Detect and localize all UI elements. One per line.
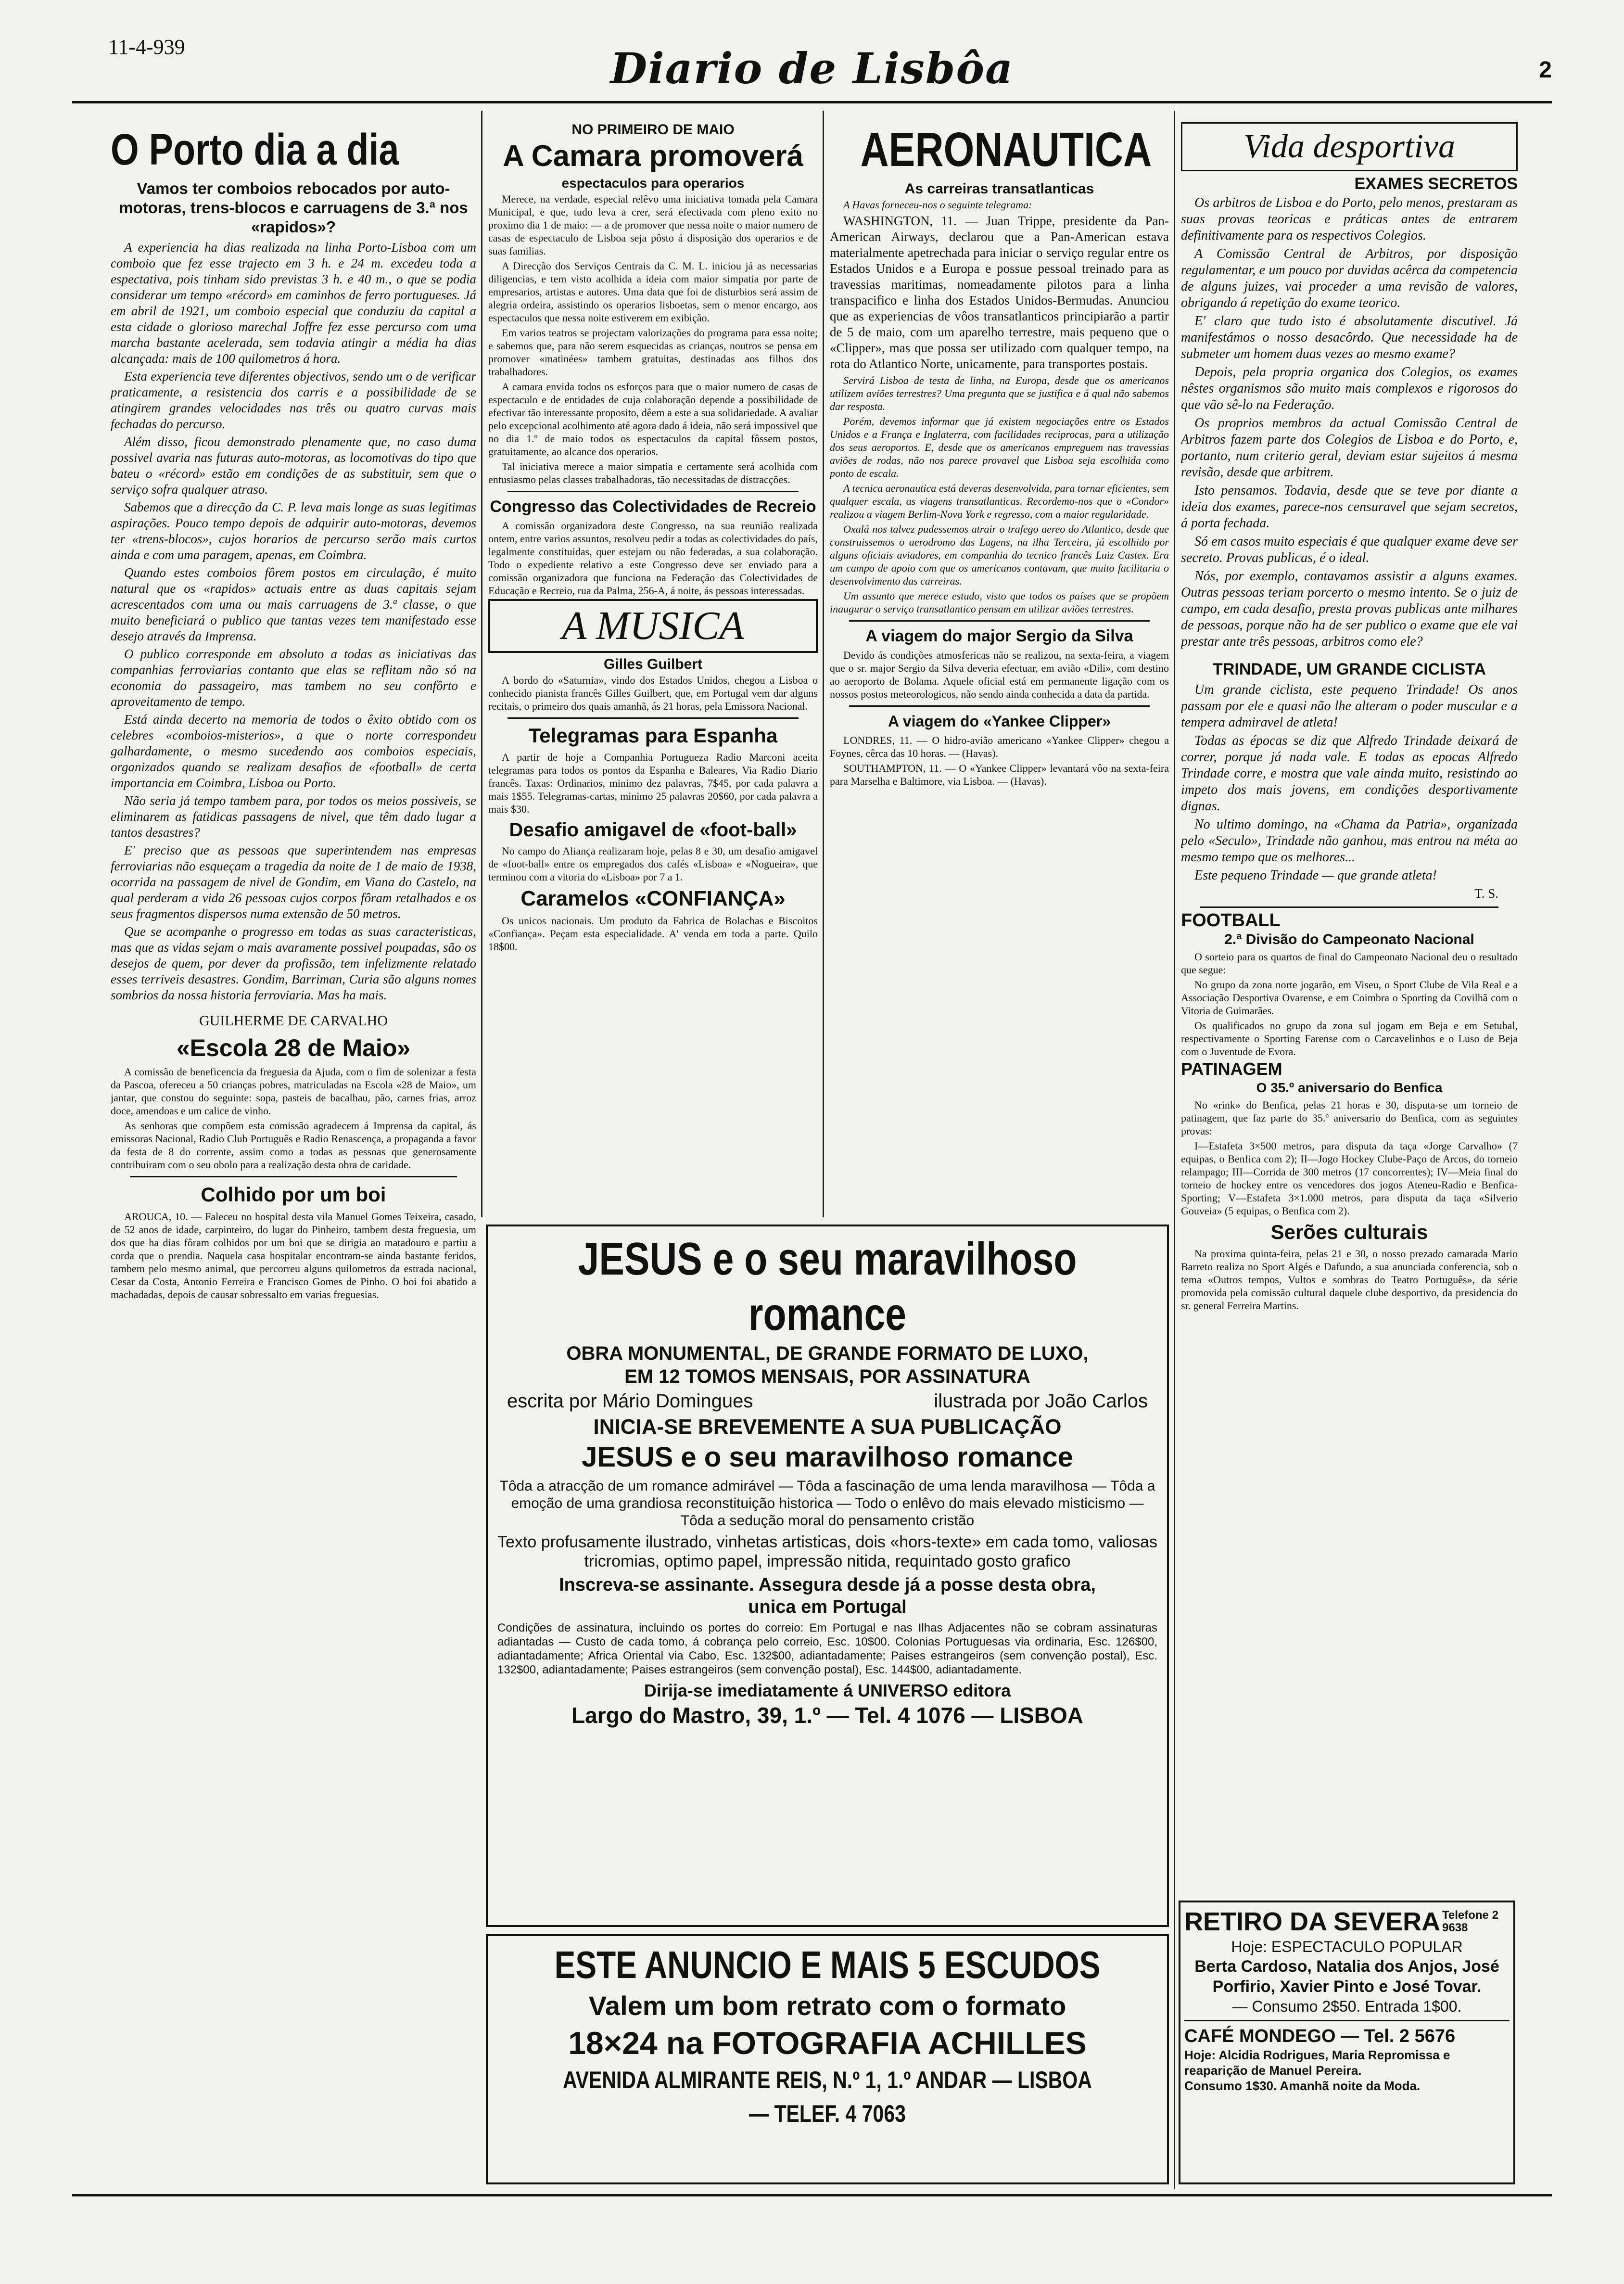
- yankee-title: A viagem do «Yankee Clipper»: [888, 713, 1111, 730]
- paragraph: Sabemos que a direcção da C. P. leva mais longe as suas legitimas aspirações. Pouco tempo depois de adquirir auto-motoras, devemos ter «trens-blocos», cujos horarios de percurso serão mais curtos ainda e com uma paragem, apenas, em Coimbra.: [111, 500, 476, 562]
- column-divider: [481, 111, 482, 1217]
- football-title: FOOTBALL: [1181, 910, 1281, 931]
- paragraph: Merece, na verdade, especial relêvo uma iniciativa tomada pela Camara Municipal, e que, tudo leva a crer, será efectivada com pleno exito no proximo dia 1 de maio: — a de promover que nessa noite o maior numero de casas de espectaculo de Lisboa seja pôsto á disposição dos operarios e de suas familias.: [488, 193, 818, 257]
- paragraph: Os qualificados no grupo da zona sul jogam em Beja e em Setubal, respectivamente o Sporting Farense com o Carcavelinhos e o Luso de Beja com o Juventude de Evora.: [1181, 1020, 1518, 1058]
- ad-fotografia-achilles: [486, 1934, 1169, 2184]
- paragraph: Além disso, ficou demonstrado plenamente que, no caso duma possivel avaria nas futuras auto-motoras, as locomotivas do tipo que bateu o «récord» estão em condições de as substituir, sem que o serviço sofra qualquer atraso.: [111, 434, 476, 497]
- paragraph: Nós, por exemplo, contavamos assistir a alguns exames. Outras pessoas teriam porcerto o mesmo intento. Se o juiz de campo, em cada desafio, presta provas publicas ante milhares de pessoas, porque não ha de ser publico o exame que ele vai prestar ante três pessoas, arbitros como ele?: [1181, 569, 1518, 649]
- viagem-title: A viagem do major Sergio da Silva: [865, 627, 1133, 645]
- ad-line: Hoje: Alcidia Rodrigues, Maria Repromissa e reaparição de Manuel Pereira.: [1184, 2048, 1450, 2078]
- ad-jesus-romance: [486, 1225, 1169, 1927]
- paragraph: Um assunto que merece estudo, visto que todos os países que se propõem inaugurar o serviço transatlantico pensam em utilizar aviões terrestres.: [830, 590, 1169, 615]
- column-aeronautica: [830, 120, 1169, 1212]
- ad-line: Valem um bom retrato com o formato: [588, 1991, 1066, 2021]
- paragraph: Oxalá nos talvez pudessemos atrair o trafego aereo do Atlantico, desde que construissemos o aerodromo das Lagens, na ilha Terceira, já escolhido por alguns oficiais aviadores, em companhia do tecnico francês Luiz Castex. Era um campo de apoio com que os americanos contavam, que muito facilitaria o desenvolvimento das carreiras.: [830, 523, 1169, 587]
- article-subtitle: espectaculos para operarios: [561, 176, 745, 191]
- article-subtitle: Vamos ter comboios rebocados por auto-motoras, trens-blocos e carruagens de 3.ª nos «rapidos»?: [119, 179, 468, 236]
- ad-line: OBRA MONUMENTAL, DE GRANDE FORMATO DE LUXO,: [566, 1343, 1089, 1364]
- boi-title: Colhido por um boi: [201, 1183, 386, 1206]
- paragraph: E' preciso que as pessoas que superintendem nas empresas ferroviarias não esqueçam a tragedia da noite de 1 de maio de 1938, ocorrida na passagem de nivel de Gondim, em Viana do Castelo, na qual perderam a vida 26 pessoas cujos corpos fôram retalhados e os seus fragmentos dispersos numa extensão de 50 metros.: [111, 843, 476, 921]
- musica-title: A MUSICA: [488, 599, 818, 653]
- article-title: Vida desportiva: [1181, 122, 1518, 171]
- patinagem-subtitle: O 35.º aniversario do Benfica: [1256, 1080, 1443, 1095]
- article-title: AERONAUTICA: [860, 123, 1152, 177]
- article-title: A Camara promoverá: [503, 140, 803, 173]
- column-divider: [1174, 111, 1175, 2189]
- ad-line: Tôda a atracção de um romance admirável — Tôda a fascinação de uma lenda maravilhosa — Tôda a emoção de uma grandiosa reconstituição historica — Todo o enlêvo do mais elevado misticismo — Tôda a sedução moral do pensamento cristão: [499, 1478, 1155, 1529]
- paragraph: A camara envida todos os esforços para que o maior numero de casas de espectaculo e de entidades de cuja colaboração depende a possibilidade de efectivar tão interessante proposito, dêem a este a sua solidariedade. A avaliar pelo excepcional acolhimento até agora dado á ideia, não será impossivel que no dia 1.º de maio todos os espectaculos da capital fôssem postos, gratuitamente, ao alcance dos operarios.: [488, 381, 818, 458]
- paragraph: Os proprios membros da actual Comissão Central de Arbitros fazem parte dos Colegios de Lisboa e do Porto, e, portanto, num criterio geral, deviam estar sujeitos á mesma revisão, desde que arbitrem.: [1181, 416, 1518, 480]
- ad-title: JESUS e o seu maravilhoso romance: [578, 1233, 1077, 1340]
- kicker: NO PRIMEIRO DE MAIO: [571, 122, 735, 138]
- paragraph: AROUCA, 10. — Faleceu no hospital desta vila Manuel Gomes Teixeira, casado, de 52 anos de idade, carpinteiro, do lugar do Pinheiro, tambem desta freguesia, um dos que ha dias fôram colhidos por um boi que se dirigia ao matadouro e partiu a corda que o prendia. Naquela casa hospitalar encontram-se ainda bastante feridos, tambem pelo mesmo animal, que percorreu alguns quilometros da estrada nacional, Cesar da Costa, Antonio Ferreira e Francisco Gomes de Pinho. O boi foi abatido a machadadas, depois de causar sobressalto em varias freguesias.: [111, 1211, 476, 1301]
- paragraph: I—Estafeta 3×500 metros, para disputa da taça «Jorge Carvalho» (7 equipas, o Benfica com 2); II—Jogo Hockey Clube-Paço de Arcos, do torneio relampago; III—Corrida de 300 metros (17 concorrentes); IV—Meia final do torneio de hockey entre os vencedores dos jogos Ateneu-Radio e Benfica-Sporting; V—Estafeta 3×1.000 metros, para disputa da taça «Silverio Gouveia» (5 equipas, o Benfica com 2).: [1181, 1140, 1518, 1217]
- caramelos-title: Caramelos «CONFIANÇA»: [520, 887, 786, 910]
- musica-subtitle: Gilles Guilbert: [603, 656, 703, 672]
- paragraph: Tal iniciativa merece a maior simpatia e certamente será acolhida com entusiasmo pelas classes trabalhadoras, tão necessitadas de distracções.: [488, 460, 818, 485]
- divider: [849, 620, 1150, 622]
- aeronautica-title-box: [830, 122, 1169, 178]
- column-porto: [111, 120, 476, 2189]
- paragraph: Só em casos muito especiais é que qualquer exame deve ser secreto. Provas publicas, é o ideal.: [1181, 534, 1518, 565]
- ad-address: AVENIDA ALMIRANTE REIS, N.º 1, 1.º ANDAR — LISBOA — TELEF. 4 7063: [563, 2067, 1092, 2127]
- paragraph: A tecnica aeronautica está deveras desenvolvida, para tornar eficientes, sem qualquer escala, as viagens transatlanticas. Recordemo-nos que o «Condor» realizou a viagem Berlim-Nova York e regresso, com a maior regularidade.: [830, 482, 1169, 520]
- paragraph: A experiencia ha dias realizada na linha Porto-Lisboa com um comboio que fez esse trajecto em 3 h. e 24 m. excedeu toda a espectativa, pois tinham sido previstas 3 h. e 40 m., o que se podia considerar um tempo «récord» em caminhos de ferro portugueses. Já em abril de 1921, um comboio especial que conduziu da capital a esta cidade o glorioso marechal Joffre fez esse percurso com uma marcha bastante acelerada, sem todavia atingir a média ha dias alcançada: mais de 100 quilometros á hora.: [111, 240, 476, 366]
- ad-address: Largo do Mastro, 39, 1.º — Tel. 4 1076 — LISBOA: [571, 1703, 1083, 1728]
- paragraph: SOUTHAMPTON, 11. — O «Yankee Clipper» levantará vôo na sexta-feira para Marselha e Baltimore, via Lisboa. — (Havas).: [830, 762, 1169, 787]
- paragraph: Servirá Lisboa de testa de linha, na Europa, desde que os americanos utilizem aviões terrestres? Uma pregunta que se justifica e á qual não sabemos dar resposta.: [830, 374, 1169, 412]
- paragraph: Os unicos nacionais. Um produto da Fabrica de Bolachas e Biscoitos «Confiança». Peçam esta especialidade. A' venda em toda a parte. Quilo 18$00.: [488, 915, 818, 953]
- divider: [849, 705, 1150, 707]
- paragraph: A partir de hoje a Companhia Portugueza Radio Marconi aceita telegramas para todos os pontos da Espanha e Baleares, Via Radio Diario francês. Taxas: Ordinarios, minimo dez palavras, 7$45, por cada palavra a mais 1$55. Telegramas-cartas, minimo 25 palavras 20$60, por cada palavra a mais $30.: [488, 751, 818, 815]
- trindade-title: TRINDADE, UM GRANDE CICLISTA: [1213, 660, 1486, 678]
- paragraph: Está ainda decerto na memoria de todos o êxito obtido com os celebres «comboios-misterios», a que o norte correspondeu galhardamente, o mesmo sucedendo aos comboios especiais, organizados quando se realizam desafios de «football» de certa importancia em Coimbra, Lisboa ou Porto.: [111, 712, 476, 790]
- paragraph: A Havas forneceu-nos o seguinte telegrama:: [843, 199, 1032, 211]
- paragraph: No «rink» do Benfica, pelas 21 horas e 30, disputa-se um torneio de patinagem, que faz parte do 35.º aniversario do Benfica, com as seguintes provas:: [1181, 1099, 1518, 1137]
- divider: [508, 717, 799, 719]
- paragraph: E' claro que tudo isto é absolutamente discutivel. Já manifestámos o nosso desacôrdo. Que necessidade ha de submeter um homem duas vezes ao mesmo exame?: [1181, 314, 1518, 361]
- ad-title: ESTE ANUNCIO E MAIS 5 ESCUDOS: [554, 1943, 1101, 1986]
- paragraph: Porém, devemos informar que já existem negociações entre os Estados Unidos e a França e Inglaterra, com facilidades reciprocas, para a utilização dos seus aeroportos. E, desde que os americanos empreguem nas travessias aviões de rodas, não nos parece provavel que Lisboa seja escolhida como ponto de escala.: [830, 415, 1169, 479]
- paragraph: Isto pensamos. Todavia, desde que se teve por diante a ideia dos exames, parece-nos censuravel que sejam secretos, á porta fechada.: [1181, 483, 1518, 531]
- paragraph: WASHINGTON, 11. — Juan Trippe, presidente da Pan-American Airways, declarou que a Pan-American estava materialmente apetrechada para iniciar o serviço regular entre os Estados Unidos e a Europa e possue pessoal treinado para as travessias maritimas, nomeadamente pilotos para a linha transpacifico e linha dos Estados Unidos-Bermudas. Anunciou que as experiencias de vôos transatlanticos principiarão a partir de 5 de maio, com um aparelho terrestre, mais pequeno que o «Clipper», mas que possa ser utilizado com qualquer tempo, na rota do Atlantico Norte, unicamente, para transportes postais.: [830, 214, 1169, 371]
- ad-line: EM 12 TOMOS MENSAIS, POR ASSINATURA: [624, 1366, 1030, 1387]
- bottom-rule: [72, 2194, 1552, 2196]
- paragraph: A Direcção dos Serviços Centrais da C. M. L. iniciou já as necessarias diligencias, e tem visto acolhida a ideia com maior simpatia por parte de empresarios, artistas e autores. Uma data que foi de disturbios será assim de alegria ordeira, assistindo os operarios lisboetas, sem o menor encargo, aos espectaculos que nessa noite estiverem em exibição.: [488, 260, 818, 324]
- ad-line: Berta Cardoso, Natalia dos Anjos, José Porfirio, Xavier Pinto e José Tovar.: [1194, 1957, 1499, 1996]
- paragraph: Este pequeno Trindade — que grande atleta!: [1194, 868, 1437, 883]
- paragraph: A comissão organizadora deste Congresso, na sua reunião realizada ontem, entre varios assuntos, resolveu pedir a todas as colectividades do país, legalmente constituidas, quer estejam ou não federadas, a sua colaboração. Todo o expediente relativo a este Congresso deve ser enviado para a comissão organizadora que funciona na Federação das Colectividades de Educação e Recreio, rua da Palma, 256-A, á noite, ás pessoas interessadas.: [488, 520, 818, 597]
- newspaper-title: Diario de Lisbôa: [610, 43, 1014, 93]
- column-divider: [823, 111, 824, 1217]
- paragraph: Não seria já tempo tambem para, por todos os meios possiveis, se eliminarem as fatidicas passagens de nivel, que têm dado lugar a tantos desastres?: [111, 793, 476, 840]
- paragraph: As senhoras que compõem esta comissão agradecem á Imprensa da capital, ás emissoras Nacional, Radio Club Português e Radio Renascença, a propaganda a favor da festa de 8 do corrente, assim como a todas as pessoas que generosamente contribuiram com o seu obolo para a realização desta obra de caridade.: [111, 1120, 476, 1171]
- patinagem-title: PATINAGEM: [1181, 1059, 1282, 1079]
- paragraph: O publico corresponde em absoluto a todas as iniciativas das companhias ferroviarias contanto que elas se reflitam não só na economia do passageiro, mas tambem no seu confôrto e aproveitamento de tempo.: [111, 647, 476, 709]
- paragraph: Todas as épocas se diz que Alfredo Trindade deixará de correr, porque já nada vale. E todas as epocas Alfredo Trindade corre, e mostra que vale ainda muito, resistindo ao impeto dos mais jovens, em condições desportivamente dignas.: [1181, 733, 1518, 814]
- article-title: O Porto dia a dia: [111, 125, 399, 174]
- paragraph: A Comissão Central de Arbitros, por disposição regulamentar, e um pouco por duvidas acêrca da competencia de alguns juizes, vai proceder a uma revisão de valores, obrigando á repetição do exame teorico.: [1181, 246, 1518, 310]
- paragraph: Os arbitros de Lisboa e do Porto, pelo menos, prestaram as suas provas teoricas e práticas antes de entrarem definitivamente para os respectivos Colegios.: [1181, 195, 1518, 243]
- ad-line: 18×24 na FOTOGRAFIA ACHILLES: [568, 2025, 1087, 2061]
- paragraph: Um grande ciclista, este pequeno Trindade! Os anos passam por ele e quasi não lhe alteram o poder muscular e a tempera admiravel de atleta!: [1181, 682, 1518, 730]
- paragraph: Em varios teatros se projectam valorizações do programa para essa noite; e sabemos que, para não serem esquecidas as crianças, noutros se pensa em promover «matinées» tambem gratuitas, destinadas aos filhos dos trabalhadores.: [488, 327, 818, 378]
- ad-line: Condições de assinatura, incluindo os portes do correio: Em Portugal e nas Ilhas Adjacentes não se cobram assinaturas adiantadas — Custo de cada tomo, á cobrança pelo correio, Esc. 10$00. Colonias Portuguesas via ordinaria, Esc. 126$00, adiantadamente; Africa Oriental via Cabo, Esc. 132$00, adiantadamente; Paises estrangeiros (sem convenção postal), Esc. 132$00, adiantadamente; Paises estrangeiros (sem convenção postal), Esc. 144$00, adiantadamente.: [497, 1621, 1157, 1676]
- ad-retiro-severa: [1179, 1901, 1515, 2184]
- masthead-rule: [72, 101, 1552, 103]
- paragraph: Que se acompanhe o progresso em todas as suas caracteristicas, mas que as vidas sejam o mais avaramente possivel poupadas, são os desejos de quem, por dever da profissão, tem infelizmente relatado esses terriveis desastres. Gondim, Barriman, Curia são alguns nomes sombrios da nossa historia ferroviaria. Mas ha mais.: [111, 924, 476, 1002]
- ad-line: Texto profusamente ilustrado, vinhetas artisticas, dois «hors-texte» em cada tomo, valiosas tricromias, optimo papel, impressão nitida, requintado gosto grafico: [497, 1533, 1158, 1570]
- football-subtitle: 2.ª Divisão do Campeonato Nacional: [1224, 931, 1474, 947]
- paragraph: Devido ás condições atmosfericas não se realizou, na sexta-feira, a viagem que o sr. major Sergio da Silva deveria efectuar, em avião «Dili», com destino ao aeroporto de Bolama. Aquele oficial está em permanente ligação com os nossos postos meteorologicos, não sendo ainda conhecida a data da partida.: [830, 649, 1169, 700]
- paragraph: Depois, pela propria organica dos Colegios, os exames nêstes organismos são muito mais complexos e rigorosos do que vão sê-lo na Federação.: [1181, 365, 1518, 412]
- divider: [508, 491, 799, 492]
- ad-line: Consumo 1$30. Amanhã noite da Moda.: [1184, 2079, 1421, 2093]
- ad-line: Hoje: ESPECTACULO POPULAR: [1231, 1938, 1463, 1955]
- paragraph: No grupo da zona norte jogarão, em Viseu, o Sport Clube de Vila Real e a Associação Desportiva Ovarense, e em Coimbra o Sporting da Covilhã com o Vitoria de Guimarães.: [1181, 979, 1518, 1017]
- congresso-title: Congresso das Colectividades de Recreio: [490, 498, 816, 516]
- column-desportiva: [1181, 120, 1518, 1891]
- escola-title: «Escola 28 de Maio»: [176, 1034, 411, 1061]
- issue-date: 11-4-939: [108, 35, 185, 59]
- article-subtitle: EXAMES SECRETOS: [1354, 175, 1518, 193]
- ad-line: — Consumo 2$50. Entrada 1$00.: [1232, 1998, 1462, 2015]
- ad-cafe: CAFÉ MONDEGO — Tel. 2 5676: [1184, 2026, 1456, 2046]
- seroes-title: Serões culturais: [1270, 1221, 1428, 1243]
- ad-line: Dirija-se imediatamente á UNIVERSO editora: [644, 1681, 1011, 1700]
- ad-phone: Telefone 2 9638: [1442, 1909, 1498, 1934]
- divider: [1200, 906, 1498, 908]
- ad-illustrator: ilustrada por João Carlos: [934, 1391, 1148, 1412]
- paragraph: Na proxima quinta-feira, pelas 21 e 30, o nosso prezado camarada Mario Barreto realiza no Sport Algés e Dafundo, a sua anunciada conferencia, sob o tema «Outros tempos, Vultos e sombras do Teatro Português», da série promovida pela comissão cultural daquele clube desportivo, da presidencia do sr. general Ferreira Martins.: [1181, 1248, 1518, 1312]
- paragraph: A comissão de beneficencia da freguesia da Ajuda, com o fim de solenizar a festa da Pascoa, ofereceu a 50 crianças pobres, matriculadas na Escola «28 de Maio», um jantar, que constou do seguinte: sopa, pasteis de bacalhau, pão, carnes frias, arroz doce, amendoas e um calice de vinho.: [111, 1066, 476, 1117]
- paragraph: LONDRES, 11. — O hidro-avião americano «Yankee Clipper» chegou a Foynes, cêrca das 10 horas. — (Havas).: [830, 734, 1169, 759]
- author-signature: GUILHERME DE CARVALHO: [199, 1013, 388, 1029]
- ad-line: Inscreva-se assinante. Assegura desde já a posse desta obra, unica em Portugal: [559, 1575, 1096, 1617]
- desafio-title: Desafio amigavel de «foot-ball»: [509, 819, 797, 841]
- paragraph: No ultimo domingo, na «Chama da Patria», organizada pelo «Seculo», Trindade não ganhou, mas entrou na méta ao mesmo tempo que os melhores...: [1181, 817, 1518, 865]
- paragraph: A bordo do «Saturnia», vindo dos Estados Unidos, chegou a Lisboa o conhecido pianista francês Gilles Guilbert, que, em Portugal vem dar alguns recitais, o primeiro dos quais amanhã, ás 21 horas, pela Emissora Nacional.: [488, 674, 818, 712]
- paragraph: No campo do Aliança realizaram hoje, pelas 8 e 30, um desafio amigavel de «foot-ball» entre os empregados dos cafés «Lisboa» e «Nogueira», que terminou com a vitoria do «Lisboa» por 7 a 1.: [488, 845, 818, 883]
- ad-title-secondary: JESUS e o seu maravilhoso romance: [582, 1442, 1073, 1473]
- ad-title: RETIRO DA SEVERA: [1184, 1907, 1441, 1936]
- paragraph: Quando estes comboios fôrem postos em circulação, é muito natural que os «rapidos» actuais entre as duas capitais sejam acrescentados com uma ou mais carruagens de 3.ª classe, o que muito beneficiará o publico que tantas vezes tem manifestado esse desejo através da Imprensa.: [111, 565, 476, 643]
- column-camara: [488, 120, 818, 1212]
- article-subtitle: As carreiras transatlanticas: [904, 181, 1094, 197]
- ad-line: INICIA-SE BREVEMENTE A SUA PUBLICAÇÃO: [593, 1415, 1062, 1439]
- divider: [130, 1176, 457, 1177]
- page-number: 2: [1539, 57, 1552, 83]
- author-signature: T. S.: [1474, 886, 1498, 901]
- ad-author: escrita por Mário Domingues: [507, 1391, 753, 1412]
- telegramas-title: Telegramas para Espanha: [528, 724, 778, 747]
- paragraph: O sorteio para os quartos de final do Campeonato Nacional deu o resultado que segue:: [1181, 951, 1518, 976]
- paragraph: Esta experiencia teve diferentes objectivos, sendo um o de verificar praticamente, a resistencia dos carris e a possibilidade de se atingirem grandes velocidades nas três ou quatro curvas mais fechadas do percurso.: [111, 369, 476, 431]
